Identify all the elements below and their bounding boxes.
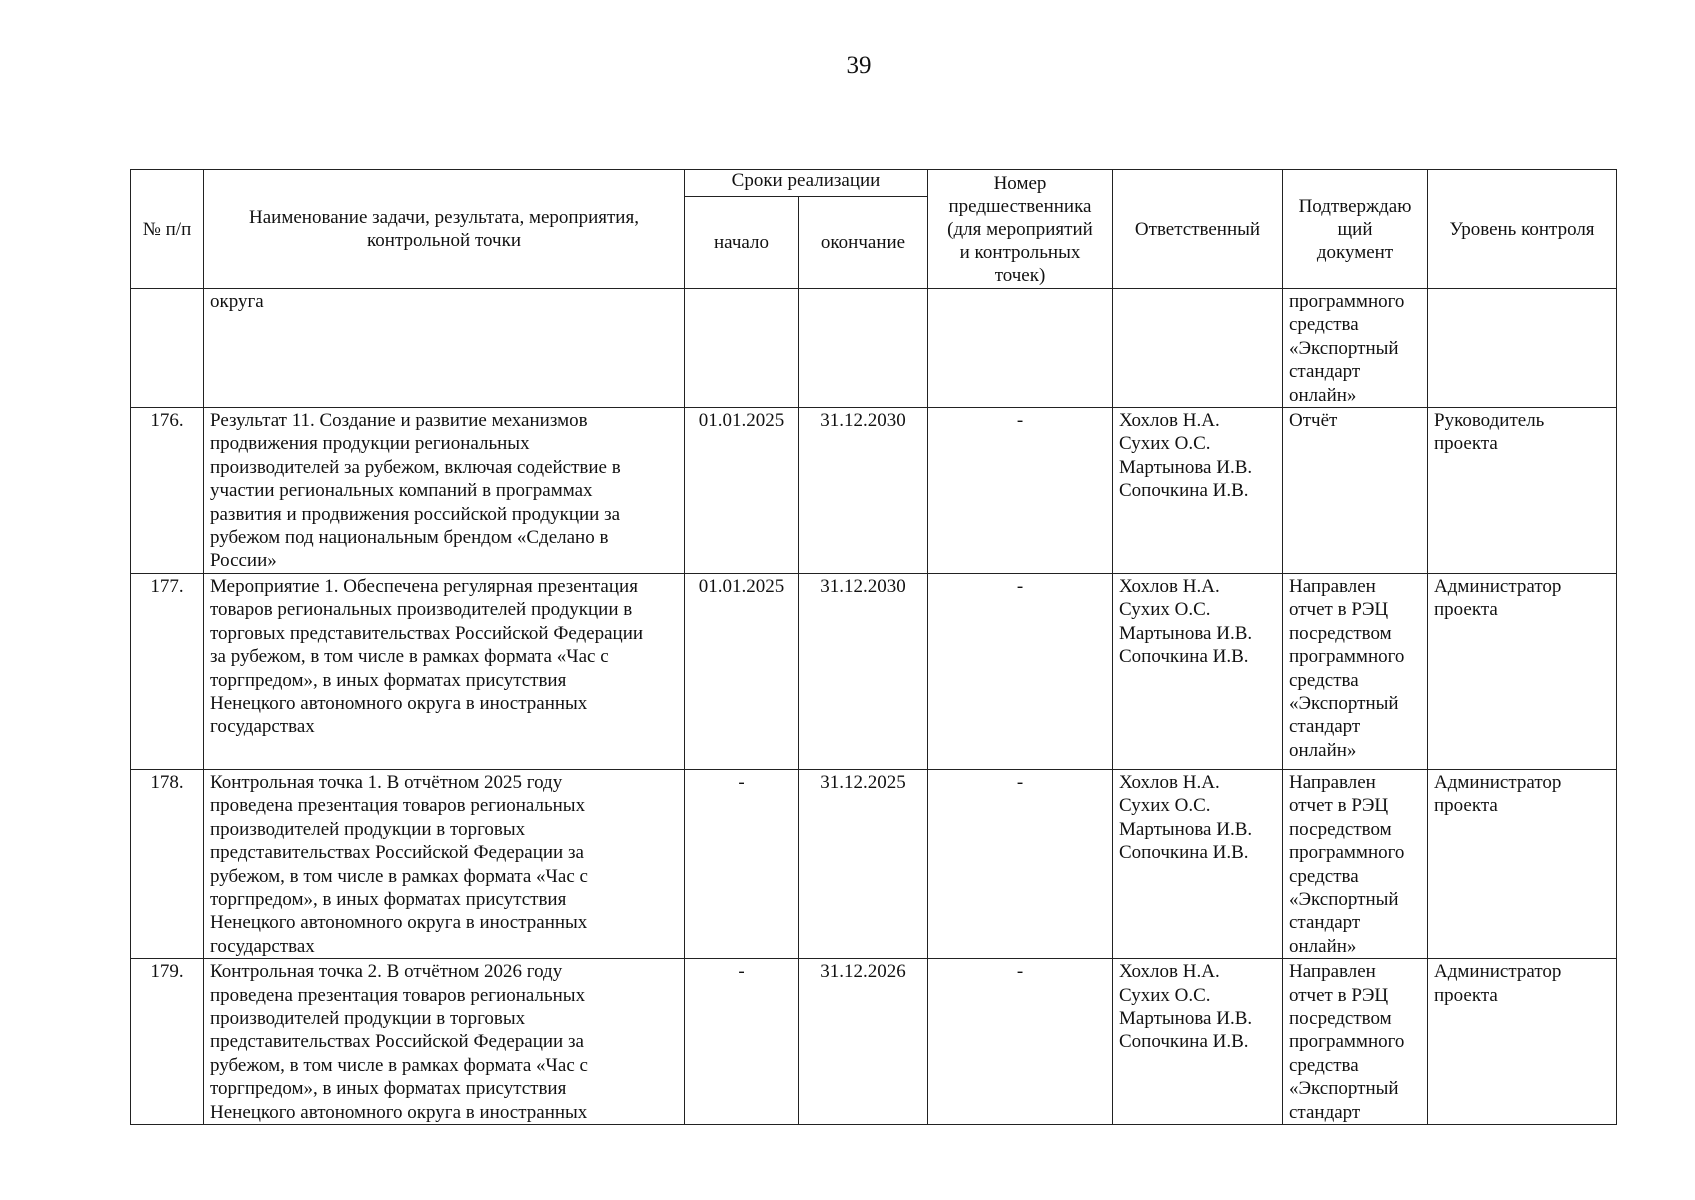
row-start: 01.01.2025 xyxy=(685,408,799,574)
row-start xyxy=(685,289,799,408)
plan-table xyxy=(130,169,1617,1125)
row-responsible xyxy=(1113,289,1283,408)
row-document: Направлен отчет в РЭЦ посредством программного средства «Экспортный стандарт xyxy=(1283,959,1428,1125)
table-row xyxy=(131,289,1617,408)
table-row xyxy=(131,408,1617,574)
row-predecessor: - xyxy=(928,959,1113,1125)
row-num: 178. xyxy=(131,769,204,958)
row-name: Мероприятие 1. Обеспечена регулярная презентация товаров региональных производителей продукции в торговых представительствах Российской Федерации за рубежом, в том числе в рамках формата «Час с торгпредом», в иных форматах присутствия Ненецкого автономного округа в иностранных государствах xyxy=(204,573,685,769)
row-num: 176. xyxy=(131,408,204,574)
header-name: Наименование задачи, результата, мероприятия, контрольной точки xyxy=(204,170,685,289)
header-num: № п/п xyxy=(131,170,204,289)
row-control: Руководитель проекта xyxy=(1428,408,1617,574)
header-period: Сроки реализации xyxy=(685,170,928,197)
row-control: Администратор проекта xyxy=(1428,959,1617,1125)
row-end: 31.12.2025 xyxy=(799,769,928,958)
table-header xyxy=(131,170,1617,289)
row-num xyxy=(131,289,204,408)
row-name: округа xyxy=(204,289,685,408)
row-predecessor xyxy=(928,289,1113,408)
header-document: Подтверждаю щий документ xyxy=(1283,170,1428,289)
row-name: Контрольная точка 1. В отчётном 2025 году проведена презентация товаров региональных производителей продукции в торговых представительствах Российской Федерации за рубежом, в том числе в рамках формата «Час с торгпредом», в иных форматах присутствия Ненецкого автономного округа в иностранных государствах xyxy=(204,769,685,958)
row-start: - xyxy=(685,769,799,958)
header-responsible: Ответственный xyxy=(1113,170,1283,289)
row-document: Направлен отчет в РЭЦ посредством программного средства «Экспортный стандарт онлайн» xyxy=(1283,573,1428,769)
row-document: Отчёт xyxy=(1283,408,1428,574)
row-predecessor: - xyxy=(928,408,1113,574)
row-responsible: Хохлов Н.А. Сухих О.С. Мартынова И.В. Сопочкина И.В. xyxy=(1113,573,1283,769)
header-control: Уровень контроля xyxy=(1428,170,1617,289)
row-end: 31.12.2030 xyxy=(799,408,928,574)
row-name: Контрольная точка 2. В отчётном 2026 году проведена презентация товаров региональных производителей продукции в торговых представительствах Российской Федерации за рубежом, в том числе в рамках формата «Час с торгпредом», в иных форматах присутствия Ненецкого автономного округа в иностранных xyxy=(204,959,685,1125)
row-num: 179. xyxy=(131,959,204,1125)
row-responsible: Хохлов Н.А. Сухих О.С. Мартынова И.В. Сопочкина И.В. xyxy=(1113,408,1283,574)
row-end: 31.12.2030 xyxy=(799,573,928,769)
table-row xyxy=(131,573,1617,769)
row-document: программного средства «Экспортный стандарт онлайн» xyxy=(1283,289,1428,408)
row-responsible: Хохлов Н.А. Сухих О.С. Мартынова И.В. Сопочкина И.В. xyxy=(1113,959,1283,1125)
row-document: Направлен отчет в РЭЦ посредством программного средства «Экспортный стандарт онлайн» xyxy=(1283,769,1428,958)
header-start: начало xyxy=(685,197,799,289)
row-responsible: Хохлов Н.А. Сухих О.С. Мартынова И.В. Сопочкина И.В. xyxy=(1113,769,1283,958)
row-control xyxy=(1428,289,1617,408)
row-predecessor: - xyxy=(928,573,1113,769)
row-start: - xyxy=(685,959,799,1125)
row-name: Результат 11. Создание и развитие механизмов продвижения продукции региональных производителей за рубежом, включая содействие в участии региональных компаний в программах развития и продвижения российской продукции за рубежом под национальным брендом «Сделано в России» xyxy=(204,408,685,574)
row-start: 01.01.2025 xyxy=(685,573,799,769)
table-row xyxy=(131,769,1617,958)
row-predecessor: - xyxy=(928,769,1113,958)
row-control: Администратор проекта xyxy=(1428,769,1617,958)
row-end: 31.12.2026 xyxy=(799,959,928,1125)
row-num: 177. xyxy=(131,573,204,769)
header-end: окончание xyxy=(799,197,928,289)
table-row xyxy=(131,959,1617,1125)
page-number: 39 xyxy=(846,52,872,79)
row-end xyxy=(799,289,928,408)
header-predecessor: Номер предшественника (для мероприятий и контрольных точек) xyxy=(928,170,1113,289)
row-control: Администратор проекта xyxy=(1428,573,1617,769)
